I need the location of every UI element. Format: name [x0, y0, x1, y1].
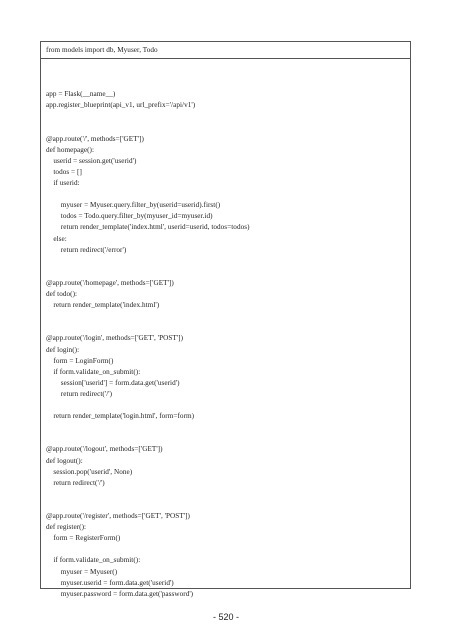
code-line: return render_template('index.html') — [46, 301, 160, 310]
code-line: return render_template('index.html', userid=userid, todos=todos) — [46, 223, 250, 232]
code-line: todos = [] — [46, 167, 82, 176]
code-line: myuser = Myuser() — [46, 567, 118, 576]
code-line: app = Flask(__name__) — [46, 90, 116, 99]
code-line: myuser.password = form.data.get('password') — [46, 589, 194, 598]
code-line: form = RegisterForm() — [46, 534, 121, 543]
code-listing-box — [40, 41, 411, 598]
code-line: form = LoginForm() — [46, 356, 114, 365]
code-line: if form.validate_on_submit(): — [46, 556, 141, 565]
code-line: return redirect('/') — [46, 478, 105, 487]
code-line: todos = Todo.query.filter_by(myuser_id=myuser.id) — [46, 212, 213, 221]
code-line: if userid: — [46, 179, 80, 187]
code-line: userid = session.get('userid') — [46, 156, 137, 165]
code-line: def logout(): — [46, 456, 83, 465]
code-line: @app.route('/login', methods=['GET', 'POST']) — [46, 334, 184, 343]
code-line: @app.route('/homepage', methods=['GET']) — [46, 278, 174, 287]
code-line: from models import db, Myuser, Todo — [46, 46, 158, 54]
code-line: def homepage(): — [46, 145, 95, 154]
code-line: def login(): — [46, 345, 80, 354]
code-line: session.pop('userid', None) — [46, 467, 133, 476]
code-line: return redirect('/') — [46, 389, 113, 398]
code-line: def todo(): — [46, 290, 78, 298]
code-line: @app.route('/', methods=['GET']) — [46, 134, 144, 143]
code-line: return render_template('login.html', form=form) — [46, 412, 195, 421]
code-line: myuser.userid = form.data.get('userid') — [46, 578, 174, 587]
page-number: - 520 - — [212, 612, 239, 622]
code-line: @app.route('/register', methods=['GET', 'POST']) — [46, 512, 190, 520]
code-line: if form.validate_on_submit(): — [46, 367, 141, 376]
code-line: session['userid'] = form.data.get('userid') — [46, 378, 180, 387]
code-line: @app.route('/logout', methods=['GET']) — [46, 445, 163, 454]
code-line: myuser = Myuser.query.filter_by(userid=userid).first() — [46, 201, 221, 210]
code-line: return redirect('/error') — [46, 245, 127, 254]
code-line: else: — [46, 234, 67, 243]
code-line: app.register_blueprint(api_v1, url_prefix='/api/v1') — [46, 101, 196, 110]
first-line-divider — [41, 58, 410, 59]
code-line: def register(): — [46, 523, 87, 532]
